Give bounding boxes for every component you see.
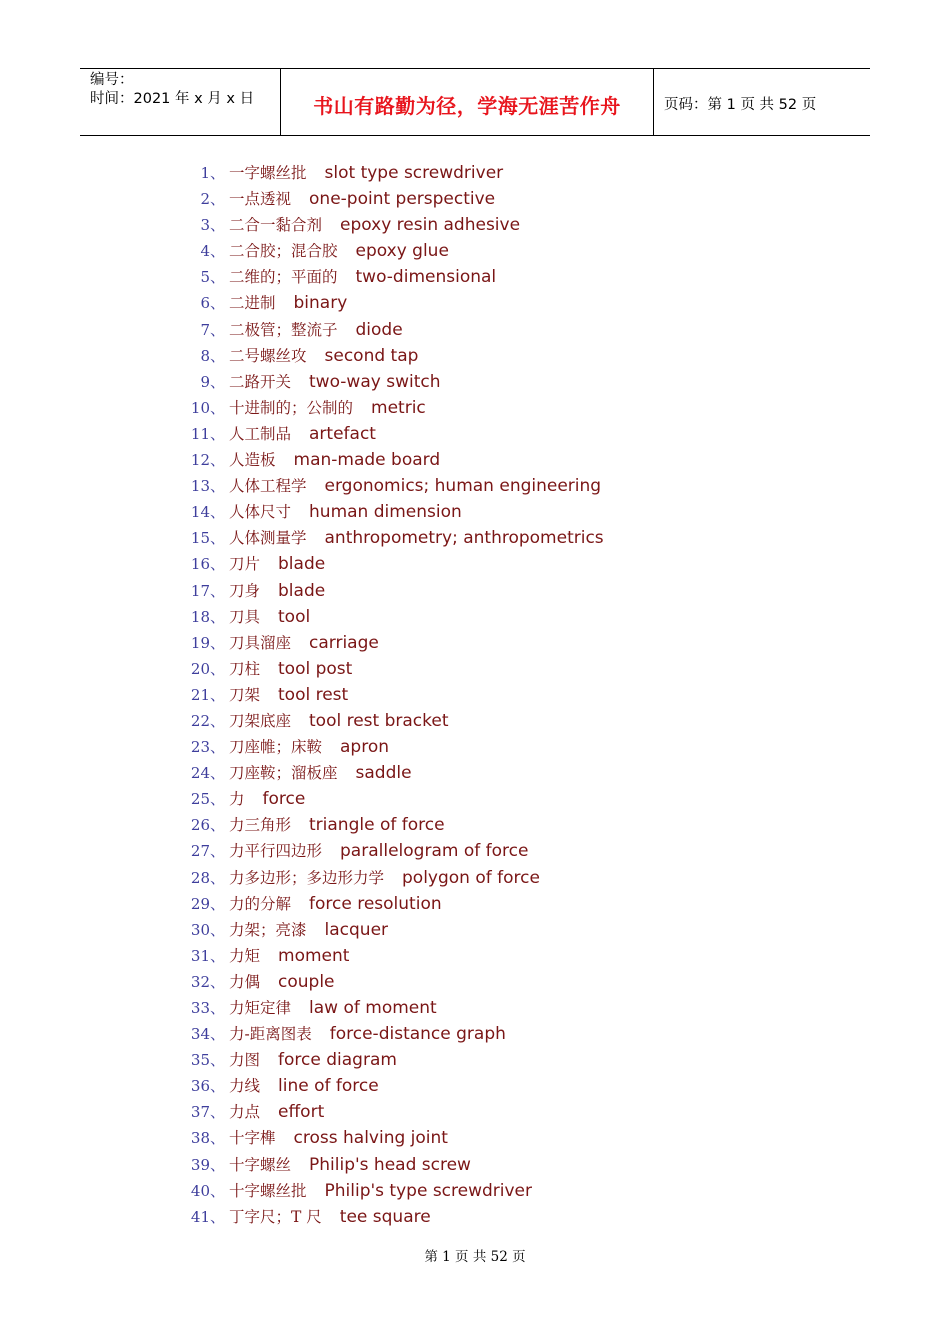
entry-separator: 、	[210, 868, 226, 887]
entry-number: 13	[190, 477, 210, 496]
list-item	[0, 578, 950, 604]
entry-english: couple	[278, 971, 335, 992]
entry-term	[229, 1021, 506, 1047]
entry-separator: 、	[210, 1155, 226, 1174]
entry-english: tool	[278, 606, 311, 627]
entry-number: 37	[190, 1103, 210, 1122]
entry-separator: 、	[210, 842, 226, 861]
entry-chinese: 二路开关	[229, 372, 292, 391]
list-item	[0, 786, 950, 812]
entry-separator: 、	[210, 920, 226, 939]
entry-english: blade	[278, 580, 326, 601]
entry-term	[229, 525, 604, 551]
entry-chinese: 一字螺丝批	[229, 164, 307, 182]
entry-english: lacquer	[324, 919, 389, 940]
entry-english: force resolution	[309, 893, 442, 914]
entry-term	[229, 812, 445, 838]
entry-english: binary	[293, 293, 348, 314]
entry-chinese: 人造板	[229, 451, 276, 470]
entry-term	[229, 865, 540, 891]
entry-number: 24	[190, 764, 210, 783]
list-item	[0, 395, 950, 421]
entry-number: 30	[190, 920, 210, 939]
entry-number: 18	[190, 607, 210, 626]
list-item	[0, 812, 950, 838]
list-item	[0, 630, 950, 656]
entry-chinese: 力平行四边形	[229, 842, 323, 861]
entry-term	[229, 447, 440, 473]
entry-chinese: 人体工程学	[229, 477, 307, 496]
entry-term	[229, 1152, 471, 1178]
entry-english: force diagram	[278, 1050, 397, 1071]
entry-chinese: 一点透视	[229, 190, 292, 209]
entry-separator: 、	[210, 477, 226, 496]
entry-term	[229, 499, 462, 525]
entry-number: 32	[190, 972, 210, 991]
entry-separator: 、	[210, 581, 226, 600]
entry-english: ergonomics; human engineering	[324, 476, 602, 497]
entry-number: 35	[190, 1051, 210, 1070]
entry-separator: 、	[210, 555, 226, 574]
entry-term	[229, 343, 418, 369]
glossary-list	[0, 160, 950, 1230]
entry-chinese: 力矩定律	[229, 999, 292, 1017]
page-footer: 第 1 页 共 52 页	[424, 1249, 526, 1265]
entry-term	[229, 290, 347, 316]
entry-term	[229, 473, 601, 499]
entry-separator: 、	[210, 1025, 226, 1044]
entry-term	[229, 630, 379, 656]
list-item	[0, 317, 950, 343]
entry-number: 15	[190, 529, 210, 548]
entry-number: 11	[190, 424, 210, 443]
entry-separator: 、	[210, 764, 226, 783]
entry-term	[229, 943, 349, 969]
entry-number: 25	[190, 790, 210, 809]
entry-chinese: 力	[229, 790, 245, 809]
header-meta	[80, 69, 281, 135]
entry-term	[229, 421, 376, 447]
entry-number: 4	[200, 242, 210, 261]
entry-chinese: 人体测量学	[229, 529, 307, 548]
entry-chinese: 刀架底座	[229, 711, 292, 730]
entry-english: one-point perspective	[309, 189, 496, 210]
entry-separator: 、	[210, 242, 226, 261]
entry-chinese: 刀架	[229, 685, 261, 704]
entry-separator: 、	[210, 607, 226, 626]
entry-chinese: 十字螺丝	[229, 1155, 292, 1174]
list-item	[0, 708, 950, 734]
entry-term	[229, 838, 528, 864]
entry-english: effort	[278, 1102, 325, 1123]
entry-english: cross halving joint	[293, 1128, 448, 1149]
entry-term	[229, 656, 352, 682]
entry-english: triangle of force	[309, 815, 445, 836]
entry-separator: 、	[210, 529, 226, 548]
entry-english: second tap	[324, 345, 419, 366]
entry-number: 9	[200, 372, 210, 391]
entry-number: 16	[190, 555, 210, 574]
entry-number: 31	[190, 946, 210, 965]
entry-chinese: 刀具溜座	[229, 633, 292, 652]
entry-english: tee square	[339, 1206, 431, 1227]
entry-english: slot type screwdriver	[324, 163, 504, 183]
list-item	[0, 473, 950, 499]
entry-number: 5	[200, 268, 210, 287]
entry-chinese: 丁字尺；T 尺	[229, 1207, 322, 1226]
entry-term	[229, 578, 325, 604]
list-item	[0, 891, 950, 917]
entry-chinese: 二进制	[229, 294, 276, 313]
entry-chinese: 刀具	[229, 607, 261, 626]
list-item	[0, 447, 950, 473]
entry-separator: 、	[210, 164, 226, 182]
entry-separator: 、	[210, 190, 226, 209]
entry-number: 19	[190, 633, 210, 652]
entry-separator: 、	[210, 1129, 226, 1148]
entry-chinese: 力点	[229, 1103, 261, 1122]
entry-english: two-way switch	[309, 371, 441, 392]
entry-number: 2	[200, 190, 210, 209]
list-item	[0, 343, 950, 369]
entry-separator: 、	[210, 685, 226, 704]
entry-separator: 、	[210, 659, 226, 678]
entry-english: line of force	[278, 1076, 379, 1097]
entry-term	[229, 212, 520, 238]
entry-chinese: 刀身	[229, 581, 261, 600]
list-item	[0, 943, 950, 969]
entry-english: epoxy glue	[355, 241, 449, 262]
entry-term	[229, 760, 412, 786]
entry-chinese: 二合一黏合剂	[229, 216, 323, 235]
entry-chinese: 力的分解	[229, 894, 292, 913]
entry-english: carriage	[309, 632, 379, 653]
entry-separator: 、	[210, 633, 226, 652]
entry-number: 14	[190, 503, 210, 522]
list-item	[0, 290, 950, 316]
list-item	[0, 865, 950, 891]
header-page-info: 页码：第 1 页 共 52 页	[664, 96, 817, 113]
entry-number: 1	[200, 164, 210, 182]
list-item	[0, 995, 950, 1021]
entry-chinese: 十字榫	[229, 1129, 276, 1148]
entry-english: human dimension	[309, 502, 462, 523]
list-item	[0, 421, 950, 447]
entry-chinese: 人体尺寸	[229, 503, 292, 522]
entry-english: moment	[278, 945, 350, 966]
entry-english: polygon of force	[402, 867, 540, 888]
entry-term	[229, 917, 388, 943]
entry-number: 29	[190, 894, 210, 913]
list-item	[0, 160, 950, 186]
list-item	[0, 499, 950, 525]
entry-term	[229, 1073, 379, 1099]
entry-chinese: 力架；亮漆	[229, 920, 307, 939]
list-item	[0, 917, 950, 943]
entry-separator: 、	[210, 424, 226, 443]
entry-number: 22	[190, 711, 210, 730]
entry-separator: 、	[210, 738, 226, 757]
entry-number: 39	[190, 1155, 210, 1174]
entry-separator: 、	[210, 320, 226, 339]
entry-number: 12	[190, 451, 210, 470]
entry-number: 40	[190, 1181, 210, 1200]
entry-separator: 、	[210, 790, 226, 809]
entry-chinese: 人工制品	[229, 424, 292, 443]
list-item	[0, 551, 950, 577]
list-item	[0, 369, 950, 395]
entry-separator: 、	[210, 294, 226, 313]
entry-number: 27	[190, 842, 210, 861]
entry-chinese: 力多边形；多边形力学	[229, 868, 385, 887]
entry-term	[229, 995, 437, 1021]
entry-english: apron	[340, 737, 390, 758]
entry-term	[229, 734, 389, 760]
list-item	[0, 1047, 950, 1073]
entry-number: 28	[190, 868, 210, 887]
entry-separator: 、	[210, 1207, 226, 1226]
entry-number: 3	[200, 216, 210, 235]
entry-separator: 、	[210, 894, 226, 913]
entry-term	[229, 1047, 397, 1073]
entry-term	[229, 317, 403, 343]
entry-english: law of moment	[309, 998, 437, 1018]
time-label: 时间：2021 年 x 月 x 日	[90, 91, 255, 107]
entry-number: 26	[190, 816, 210, 835]
entry-separator: 、	[210, 372, 226, 391]
entry-chinese: 力矩	[229, 946, 261, 965]
entry-number: 6	[200, 294, 210, 313]
entry-separator: 、	[210, 816, 226, 835]
entry-term	[229, 1125, 448, 1151]
entry-term	[229, 708, 449, 734]
entry-english: epoxy resin adhesive	[340, 215, 521, 236]
entry-chinese: 二极管；整流子	[229, 320, 338, 339]
entry-english: blade	[278, 554, 326, 575]
list-item	[0, 969, 950, 995]
entry-english: parallelogram of force	[340, 841, 529, 862]
list-item	[0, 838, 950, 864]
entry-number: 36	[190, 1077, 210, 1096]
entry-english: force	[262, 789, 306, 810]
entry-english: tool post	[278, 658, 353, 679]
list-item	[0, 186, 950, 212]
entry-english: Philip's head screw	[309, 1154, 471, 1175]
entry-separator: 、	[210, 972, 226, 991]
entry-separator: 、	[210, 346, 226, 365]
entry-number: 20	[190, 659, 210, 678]
entry-number: 41	[190, 1207, 210, 1226]
entry-chinese: 二维的；平面的	[229, 268, 338, 287]
entry-separator: 、	[210, 398, 226, 417]
entry-number: 23	[190, 738, 210, 757]
list-item	[0, 1152, 950, 1178]
entry-english: anthropometry; anthropometrics	[324, 528, 604, 549]
list-item	[0, 1021, 950, 1047]
entry-separator: 、	[210, 1103, 226, 1122]
entry-number: 17	[190, 581, 210, 600]
entry-term	[229, 786, 305, 812]
entry-chinese: 刀柱	[229, 659, 261, 678]
entry-term	[229, 1178, 532, 1204]
entry-number: 10	[190, 398, 210, 417]
entry-term	[229, 369, 441, 395]
entry-english: metric	[371, 397, 426, 418]
list-item	[0, 212, 950, 238]
entry-english: saddle	[355, 763, 412, 784]
entry-separator: 、	[210, 451, 226, 470]
list-item	[0, 1178, 950, 1204]
list-item	[0, 604, 950, 630]
entry-separator: 、	[210, 711, 226, 730]
entry-chinese: 十字螺丝批	[229, 1181, 307, 1200]
entry-chinese: 力三角形	[229, 816, 292, 835]
entry-term	[229, 1204, 431, 1230]
entry-term	[229, 604, 310, 630]
header-motto: 书山有路勤为径，学海无涯苦作舟	[281, 69, 654, 135]
entry-separator: 、	[210, 1051, 226, 1070]
list-item	[0, 238, 950, 264]
entry-term	[229, 682, 348, 708]
entry-separator: 、	[210, 503, 226, 522]
entry-term	[229, 264, 496, 290]
entry-english: Philip's type screwdriver	[324, 1180, 533, 1201]
entry-term	[229, 1099, 324, 1125]
entry-english: man-made board	[293, 450, 441, 471]
entry-chinese: 二合胶；混合胶	[229, 242, 338, 261]
entry-term	[229, 186, 495, 212]
list-item	[0, 1204, 950, 1230]
entry-separator: 、	[210, 268, 226, 287]
entry-chinese: 刀座帷；床鞍	[229, 738, 323, 757]
entry-term	[229, 551, 325, 577]
entry-number: 8	[200, 346, 210, 365]
entry-chinese: 十进制的；公制的	[229, 398, 354, 417]
entry-number: 7	[200, 320, 210, 339]
entry-chinese: 力-距离图表	[229, 1025, 312, 1044]
entry-term	[229, 891, 442, 917]
entry-term	[229, 238, 449, 264]
list-item	[0, 1099, 950, 1125]
entry-separator: 、	[210, 216, 226, 235]
entry-separator: 、	[210, 1077, 226, 1096]
entry-chinese: 刀座鞍；溜板座	[229, 764, 338, 783]
entry-chinese: 力线	[229, 1077, 261, 1096]
entry-term	[229, 160, 503, 186]
list-item	[0, 682, 950, 708]
list-item	[0, 656, 950, 682]
entry-separator: 、	[210, 999, 226, 1017]
entry-english: tool rest bracket	[309, 710, 449, 731]
entry-term	[229, 395, 426, 421]
entry-separator: 、	[210, 1181, 226, 1200]
entry-english: artefact	[309, 423, 376, 444]
entry-english: two-dimensional	[355, 267, 497, 288]
entry-separator: 、	[210, 946, 226, 965]
entry-english: force-distance graph	[329, 1024, 506, 1045]
entry-number: 38	[190, 1129, 210, 1148]
list-item	[0, 525, 950, 551]
list-item	[0, 734, 950, 760]
page-header	[80, 68, 870, 136]
entry-number: 21	[190, 685, 210, 704]
serial-label: 编号：	[90, 72, 134, 88]
entry-chinese: 刀片	[229, 555, 261, 574]
list-item	[0, 1125, 950, 1151]
entry-chinese: 力图	[229, 1051, 261, 1070]
entry-english: diode	[355, 319, 403, 340]
entry-chinese: 力偶	[229, 972, 261, 991]
entry-number: 34	[190, 1025, 210, 1044]
list-item	[0, 1073, 950, 1099]
list-item	[0, 760, 950, 786]
entry-term	[229, 969, 335, 995]
list-item	[0, 264, 950, 290]
entry-chinese: 二号螺丝攻	[229, 346, 307, 365]
entry-number: 33	[190, 999, 210, 1017]
entry-english: tool rest	[278, 684, 349, 705]
